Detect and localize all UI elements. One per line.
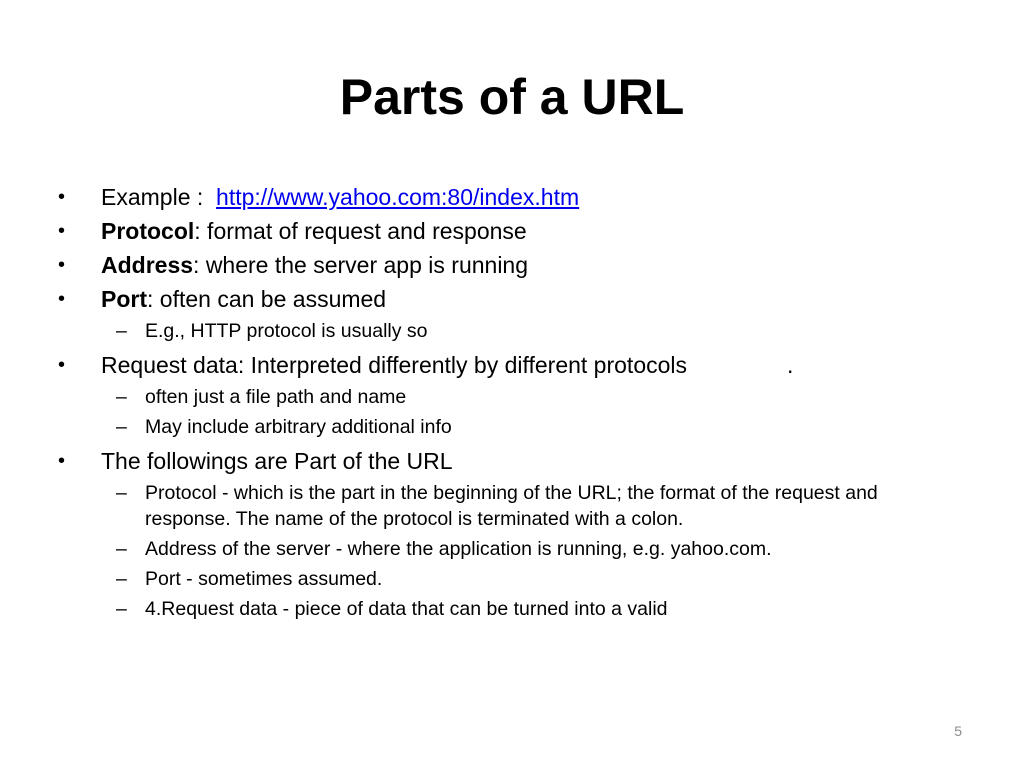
followings-sub-1-text: Protocol - which is the part in the beginning of the URL; the format of the request and response. The name of the protocol is terminated with a colon.	[145, 482, 878, 530]
bullet-followings	[58, 444, 958, 478]
port-term: Port	[101, 286, 147, 312]
example-link[interactable]: http://www.yahoo.com:80/index.htm	[216, 184, 580, 210]
slide-content	[58, 180, 958, 626]
bullet-glyph: •	[58, 220, 66, 242]
followings-text: The followings are Part of the URL	[101, 448, 453, 474]
followings-sub-3-text: Port - sometimes assumed.	[145, 568, 383, 590]
address-term: Address	[101, 252, 194, 278]
sub-bullet-followings-1	[58, 480, 958, 532]
page-number: 5	[954, 723, 962, 739]
followings-sub-2-text: Address of the server - where the application is running, e.g. yahoo.com.	[145, 538, 772, 560]
address-desc: : where the server app is running	[193, 252, 529, 278]
dash-glyph: –	[116, 320, 127, 342]
bullet-glyph: •	[58, 186, 66, 208]
dash-glyph: –	[116, 416, 127, 438]
followings-sub-4-text: 4.Request data - piece of data that can be turned into a valid	[145, 598, 668, 620]
dash-glyph: –	[116, 568, 127, 590]
bullet-port	[58, 282, 958, 316]
request-data-text: Request data: Interpreted differently by different protocols	[101, 352, 688, 378]
slide-title: Parts of a URL	[339, 69, 685, 125]
bullet-glyph: •	[58, 288, 66, 310]
sub-bullet-request-1	[58, 384, 958, 410]
request-sub-1-text: often just a file path and name	[145, 386, 407, 408]
dash-glyph: –	[116, 598, 127, 620]
bullet-example	[58, 180, 958, 214]
sub-bullet-followings-2	[58, 536, 958, 562]
sub-bullet-followings-3	[58, 566, 958, 592]
bullet-glyph: •	[58, 354, 66, 376]
sub-bullet-port	[58, 318, 958, 344]
port-desc: : often can be assumed	[147, 286, 387, 312]
dash-glyph: –	[116, 386, 127, 408]
bullet-glyph: •	[58, 450, 66, 472]
bullet-request-data	[58, 348, 958, 382]
bullet-protocol	[58, 214, 958, 248]
protocol-desc: : format of request and response	[194, 218, 527, 244]
sub-bullet-followings-4	[58, 596, 958, 622]
bullet-address	[58, 248, 958, 282]
dash-glyph: –	[116, 482, 127, 504]
request-data-dot: .	[787, 352, 794, 378]
protocol-term: Protocol	[101, 218, 195, 244]
example-label: Example :	[101, 184, 204, 210]
bullet-glyph: •	[58, 254, 66, 276]
sub-bullet-request-2	[58, 414, 958, 440]
port-sub-text: E.g., HTTP protocol is usually so	[145, 320, 428, 342]
request-sub-2-text: May include arbitrary additional info	[145, 416, 452, 438]
dash-glyph: –	[116, 538, 127, 560]
